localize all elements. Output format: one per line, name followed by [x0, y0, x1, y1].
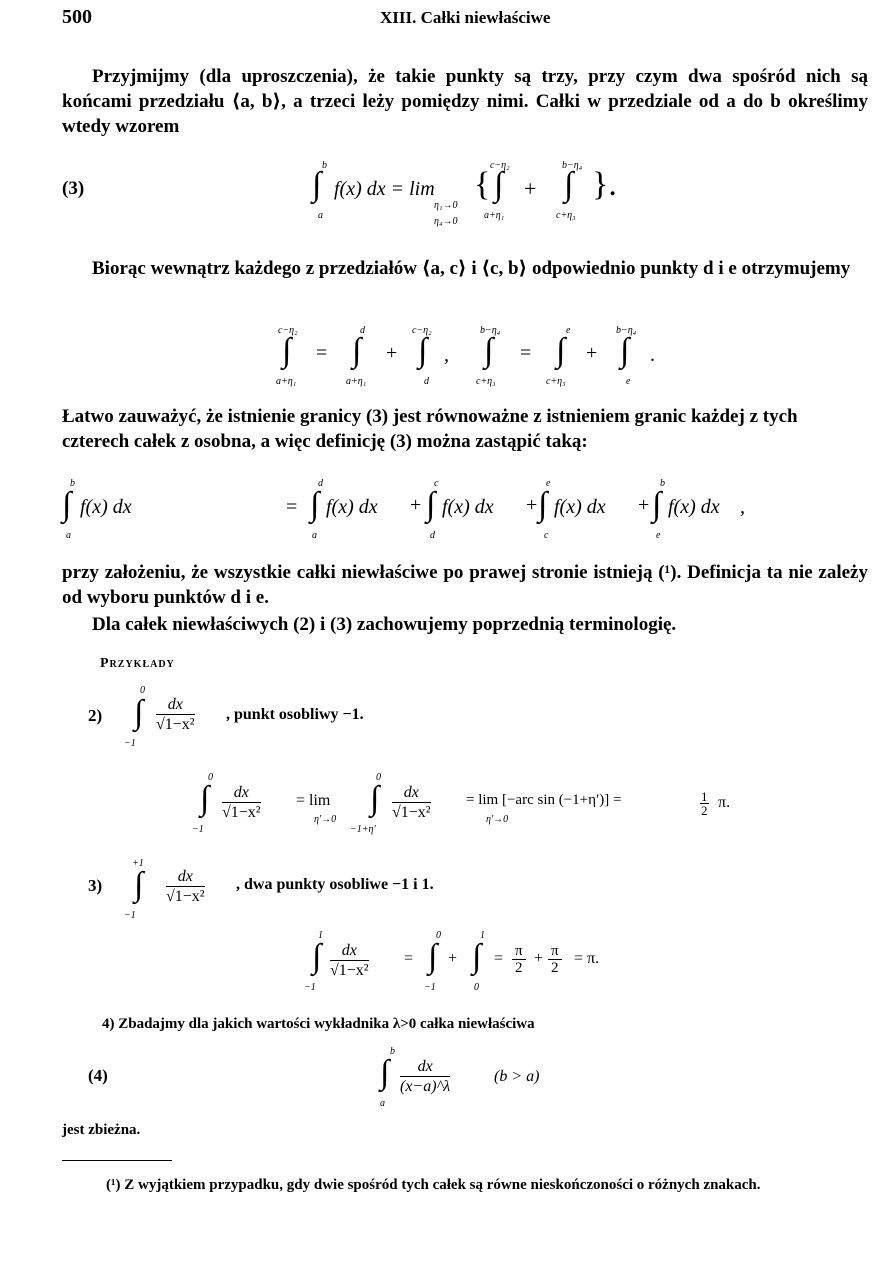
ex3c-half-1 [512, 944, 526, 976]
ex3-note: , dwa punkty osobliwe −1 i 1. [236, 876, 434, 893]
integral-sign: ∫ [352, 332, 362, 369]
eq3-brace-close: }. [592, 166, 617, 203]
sum-int-1-upper: b [70, 478, 75, 489]
ex3c-mid2-upper: 1 [480, 930, 485, 941]
split-a-lower: a+η₁ [276, 376, 297, 387]
split-b-lower: a+η₁ [346, 376, 367, 387]
page-number: 500 [62, 6, 92, 28]
ex3c-mid2-lower: 0 [474, 982, 479, 993]
ex2c-fraction-2 [392, 784, 431, 823]
ex3-numerator: dx [166, 868, 205, 887]
ex3c-mid-lower: −1 [424, 982, 436, 993]
integral-sign: ∫ [312, 938, 322, 975]
footnote-text: (¹) Z wyjątkiem przypadku, gdy dwie spośród tych całek są równe nieskończoności o różnych znakach. [106, 1177, 761, 1193]
footnote-rule [62, 1160, 172, 1161]
integral-sign: ∫ [556, 332, 566, 369]
eq3-i2-lower: c+η₃ [556, 210, 576, 221]
example-4-text: 4) Zbadajmy dla jakich wartości wykładnika λ>0 całka niewłaściwa [102, 1016, 535, 1032]
ex2-upper: 0 [140, 685, 145, 696]
comma: , [444, 344, 449, 366]
ex2c-numerator: dx [222, 784, 261, 803]
examples-heading: Przykłady [100, 656, 175, 671]
ex3c-result: = π. [574, 950, 600, 967]
paragraph-splitting: Biorąc wewnątrz każdego z przedziałów ⟨a, c⟩ i ⟨c, b⟩ odpowiednio punkty d i e otrzymujemy [92, 258, 851, 279]
integral-sign: ∫ [134, 694, 144, 731]
example-2-label: 2) [88, 706, 103, 725]
integral-sign: ∫ [620, 332, 630, 369]
ex2c-lim: = lim [296, 792, 331, 809]
ex2c-lim-sub-2: η′→0 [486, 814, 509, 825]
ex2-note: , punkt osobliwy −1. [226, 706, 364, 723]
integral-sign: ∫ [418, 332, 428, 369]
ex4-fraction [400, 1058, 450, 1097]
eq3-int-lower: a [318, 210, 323, 221]
ex3c-mid-upper: 0 [436, 930, 441, 941]
eq3-i1-upper: c−η₂ [490, 160, 510, 171]
ex3c-pi-2: π [548, 944, 562, 960]
equation-label-3: (3) [62, 178, 85, 199]
integral-sign: ∫ [538, 486, 548, 523]
split-c-upper: c−η₂ [412, 325, 432, 336]
split-d-upper: b−η₄ [480, 325, 501, 336]
ex3-upper: +1 [132, 858, 144, 869]
ex3-denominator: √1−x² [166, 888, 205, 905]
ex2c-lim-sub: η′→0 [314, 814, 337, 825]
integral-sign: ∫ [370, 780, 380, 817]
ex2-fraction [156, 696, 195, 735]
ex4-after: jest zbieżna. [62, 1122, 141, 1138]
eq3-i2-upper: b−η₄ [562, 160, 583, 171]
sum-int-4-upper: e [546, 478, 551, 489]
paragraph-equivalence: Łatwo zauważyć, że istnienie granicy (3) jest równoważne z istnieniem granic każdej z tych czterech całek z osobna, a więc definicję (3) można zastąpić taką: [62, 406, 798, 452]
plus-sign: + [448, 950, 458, 967]
sum-int-5-upper: b [660, 478, 665, 489]
sum-int-4-lower: c [544, 530, 549, 541]
integral-sign: ∫ [134, 866, 144, 903]
ex2c-upper: 0 [208, 772, 213, 783]
plus-sign: + [534, 950, 544, 967]
split-f-lower: e [626, 376, 631, 387]
ex3-fraction [166, 868, 205, 907]
sum-int-1-lower: a [66, 530, 71, 541]
ex2c-int2-upper: 0 [376, 772, 381, 783]
ex2c-half [700, 790, 709, 818]
ex2c2-numerator: dx [392, 784, 431, 803]
sum-term: f(x) dx [326, 496, 378, 518]
ex3c-two-2: 2 [551, 960, 559, 976]
ex4-condition: (b > a) [494, 1068, 540, 1085]
ex2c-int2-lower: −1+η′ [350, 824, 376, 835]
equals-sign: = [494, 950, 504, 967]
integral-sign: ∫ [472, 938, 482, 975]
sum-term: f(x) dx [668, 496, 720, 518]
example-3-label: 3) [88, 876, 103, 895]
plus-sign: + [526, 494, 538, 516]
integral-sign: ∫ [564, 166, 574, 203]
ex2c2-denominator: √1−x² [392, 804, 431, 821]
plus-sign: + [586, 342, 598, 364]
ex2c-denominator: √1−x² [222, 804, 261, 821]
ex4-denominator: (x−a)^λ [400, 1078, 451, 1095]
integral-sign: ∫ [282, 332, 292, 369]
sum-term: f(x) dx [80, 496, 132, 518]
sum-int-3-upper: c [434, 478, 439, 489]
sum-int-5-lower: e [656, 530, 661, 541]
comma: , [740, 496, 745, 518]
plus-sign: + [410, 494, 422, 516]
sum-int-2-upper: d [318, 478, 323, 489]
integral-sign: ∫ [62, 486, 72, 523]
ex3-lower: −1 [124, 910, 136, 921]
ex2c-fraction [222, 784, 261, 823]
eq3-int-upper: b [322, 160, 327, 171]
ex2-lower: −1 [124, 738, 136, 749]
ex2c-lower: −1 [192, 824, 204, 835]
sum-int-2-lower: a [312, 530, 317, 541]
ex3c-pi-1: π [512, 944, 526, 960]
equals-sign: = [520, 342, 532, 364]
plus-sign: + [638, 494, 650, 516]
ex2-denominator: √1−x² [156, 716, 195, 733]
ex4-numerator: dx [400, 1058, 450, 1077]
paragraph-terminology: Dla całek niewłaściwych (2) i (3) zachowujemy poprzednią terminologię. [92, 614, 677, 635]
split-c-lower: d [424, 376, 429, 387]
ex3c-denominator: √1−x² [330, 962, 369, 979]
integral-sign: ∫ [380, 1054, 390, 1091]
split-e-lower: c+η₃ [546, 376, 566, 387]
ex3c-two-1: 2 [515, 960, 523, 976]
eq3-lim-sub1: η₁→0 [434, 200, 458, 211]
plus-sign: + [524, 176, 537, 201]
equals-sign: = [316, 342, 328, 364]
ex4-upper: b [390, 1046, 395, 1057]
chapter-title: XIII. Całki niewłaściwe [380, 8, 551, 27]
integral-sign: ∫ [426, 486, 436, 523]
integral-sign: ∫ [494, 166, 504, 203]
period: . [650, 344, 655, 366]
eq3-i1-lower: a+η₁ [484, 210, 505, 221]
integral-sign: ∫ [200, 780, 210, 817]
integral-sign: ∫ [310, 486, 320, 523]
integral-sign: ∫ [312, 166, 322, 203]
ex2c-pi: π. [718, 794, 731, 811]
ex2c-half-den: 2 [701, 803, 708, 818]
split-b-upper: d [360, 325, 365, 336]
equals-sign: = [286, 496, 298, 518]
ex2c-result: = lim [−arc sin (−1+η′)] = [466, 792, 622, 808]
eq3-lhs: f(x) dx = lim [334, 178, 435, 200]
integral-sign: ∫ [652, 486, 662, 523]
eq3-lim-sub2: η₄→0 [434, 216, 458, 227]
ex3c-half-2 [548, 944, 562, 976]
eq3-brace-open: { [474, 166, 491, 203]
paragraph-assumption: przy założeniu, że wszystkie całki niewłaściwe po prawej stronie istnieją (¹). Definicja ta nie zależy od wyboru punktów d i e. [62, 562, 868, 608]
split-a-upper: c−η₂ [278, 325, 298, 336]
ex3c-fraction [330, 942, 369, 981]
sum-term: f(x) dx [554, 496, 606, 518]
plus-sign: + [386, 342, 398, 364]
equals-sign: = [404, 950, 414, 967]
integral-sign: ∫ [428, 938, 438, 975]
sum-term: f(x) dx [442, 496, 494, 518]
split-f-upper: b−η₄ [616, 325, 637, 336]
ex2c-half-num: 1 [701, 789, 708, 804]
ex3c-upper: 1 [318, 930, 323, 941]
ex4-lower: a [380, 1098, 385, 1109]
split-d-lower: c+η₃ [476, 376, 496, 387]
paragraph-intro: Przyjmijmy (dla uproszczenia), że takie punkty są trzy, przy czym dwa spośród nich są końcami przedziału ⟨a, b⟩, a trzeci leży pomiędzy nimi. Całki w przedziale od a do b określimy wtedy wzorem [62, 66, 868, 137]
ex3c-numerator: dx [330, 942, 369, 961]
equation-label-4: (4) [88, 1066, 108, 1085]
split-e-upper: e [566, 325, 571, 336]
ex2-numerator: dx [156, 696, 195, 715]
ex3c-lower: −1 [304, 982, 316, 993]
sum-int-3-lower: d [430, 530, 435, 541]
integral-sign: ∫ [484, 332, 494, 369]
